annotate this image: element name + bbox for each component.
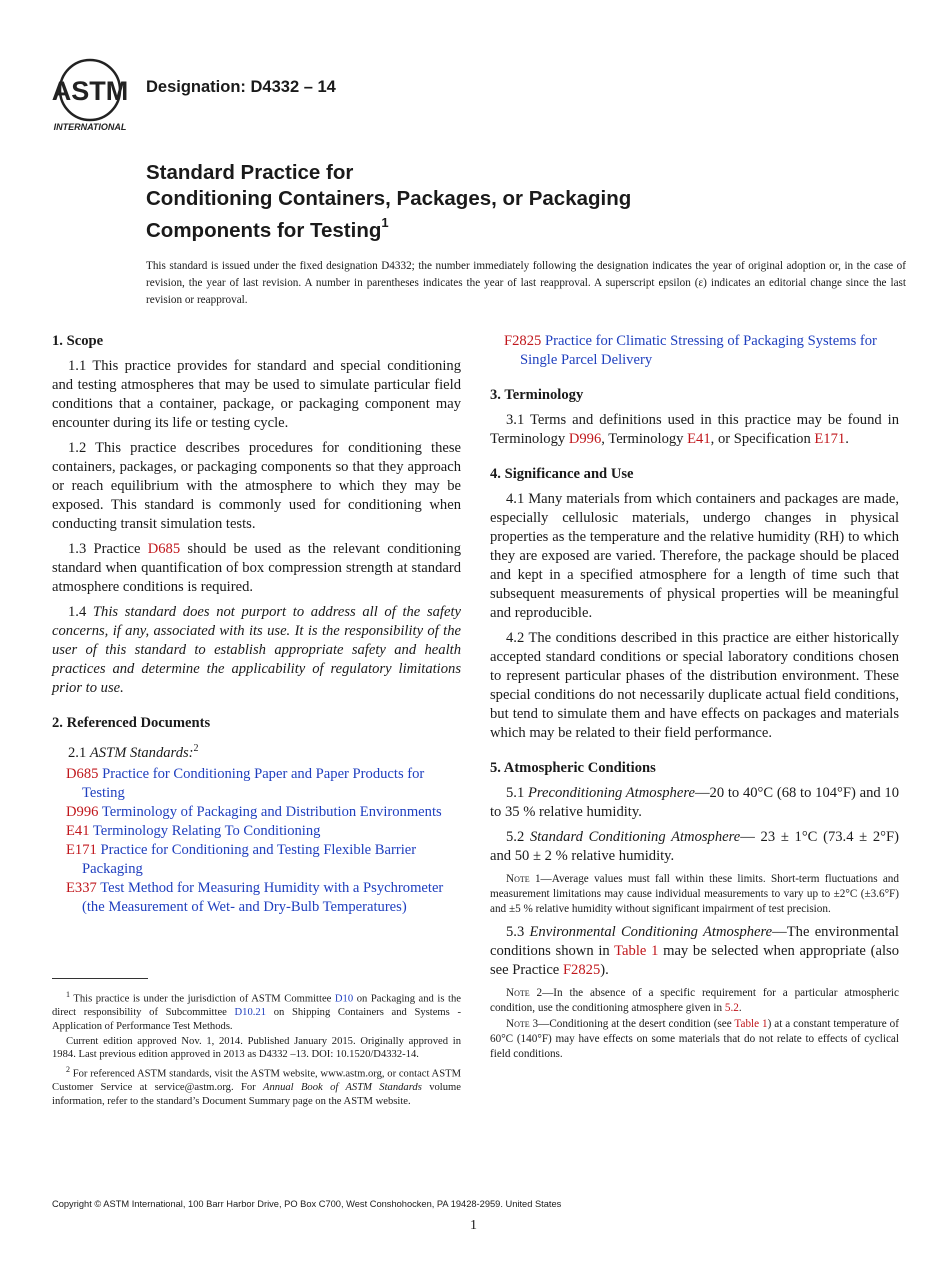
- para-5-1-num: 5.1: [506, 785, 528, 801]
- logo-subtext: INTERNATIONAL: [53, 122, 127, 132]
- ref-code-e337[interactable]: E337: [66, 879, 97, 896]
- para-3-1: [490, 411, 899, 449]
- para-5-2-text: — 23 ± 1°C (73.4 ± 2°F) and 50 ± 2 % relative humidity.: [490, 829, 899, 864]
- para-2-1-title: ASTM Standards:: [89, 744, 194, 761]
- ref-code-e171[interactable]: E171: [66, 841, 97, 858]
- astm-logo-graphic: [52, 56, 134, 132]
- title-footnote-mark: 1: [381, 215, 389, 230]
- ref-code-f2825[interactable]: F2825: [504, 333, 542, 349]
- note-1-label: Note: [506, 873, 530, 885]
- footnote-2-mark: 2: [66, 1065, 70, 1075]
- para-3-1-mid1: , Terminology: [601, 431, 688, 447]
- ref-item-e41: [52, 822, 461, 841]
- title-line-3-text: Components for Testing: [146, 218, 382, 242]
- note-2-text: 2—In the absence of a specific requirement for a particular atmospheric condition, use the conditioning atmosphere given in: [490, 987, 899, 1014]
- section-3-heading: 3. Terminology: [490, 387, 584, 403]
- para-2-1-num: 2.1: [68, 744, 90, 761]
- para-5-1-text: —20 to 40°C (68 to 104°F) and 10 to 35 % relative humidity.: [490, 785, 899, 820]
- astm-logo: [52, 56, 134, 132]
- note-3: [490, 1017, 899, 1062]
- section-4-heading: 4. Significance and Use: [490, 466, 634, 482]
- footnote-2-italic: Annual Book of ASTM Standards: [263, 1082, 422, 1094]
- note-1-text: 1—Average values must fall within these limits. Short-term fluctuations and measurement limitations may cause individual measurements to vary up to ±2°C (±3.6°F) and ±5 % relative humidity without significant impairment of test precision.: [490, 873, 899, 915]
- ref-title-d996[interactable]: Terminology of Packaging and Distribution Environments: [101, 803, 442, 820]
- ref-item-d685: [52, 765, 461, 803]
- ref-code-d685[interactable]: D685: [66, 765, 99, 782]
- ref-code-e41[interactable]: E41: [66, 822, 90, 839]
- ref-title-e171[interactable]: Practice for Conditioning and Testing Flexible Barrier Packaging: [82, 841, 417, 877]
- para-1-2: 1.2 This practice describes procedures for conditioning these containers, packages, or packaging components so that they approach or reach equilibrium with the atmosphere to which they may be exposed. This standard is commonly used for conditioning when conducting transit simulation tests.: [52, 440, 461, 532]
- para-2-1: [52, 739, 461, 763]
- para-2-1-sup: 2: [193, 743, 199, 754]
- para-5-3-text2: may be selected when appropriate (also see Practice: [490, 943, 899, 978]
- para-1-3: [52, 540, 461, 597]
- section-2-heading: 2. Referenced Documents: [52, 715, 211, 731]
- section-1-heading: 1. Scope: [52, 333, 104, 349]
- para-3-1-mid2: , or Specification: [710, 431, 815, 447]
- copyright: Copyright © ASTM International, 100 Barr Harbor Drive, PO Box C700, West Conshohocken, PA 19428-2959. United States: [52, 1199, 562, 1209]
- link-table-1[interactable]: Table 1: [614, 943, 659, 959]
- para-5-3: [490, 923, 899, 980]
- para-1-4: [52, 603, 461, 698]
- para-1-3-pre: 1.3 Practice: [68, 541, 148, 557]
- footnote-1-pre: This practice is under the jurisdiction of ASTM Committee: [70, 993, 335, 1005]
- para-1-4-text: This standard does not purport to address all of the safety concerns, if any, associated with its use. It is the responsibility of the user of this standard to establish appropriate safety and health practices and determine the applicability of regulatory limitations prior to use.: [52, 604, 461, 696]
- footnote-1-mark: 1: [66, 990, 70, 999]
- title-line-1: Standard Practice for: [146, 161, 354, 184]
- para-4-2: 4.2 The conditions described in this practice are either historically accepted standard conditions or special laboratory conditions chosen to represent particular phases of the distribution environment. These special conditions do not necessarily duplicate actual field conditions, but tend to simulate them and have effects on packages and materials which may be related to their field performance.: [490, 630, 899, 741]
- title-line-3: [146, 212, 846, 244]
- document-title: [146, 160, 846, 244]
- note-2: [490, 986, 899, 1016]
- title-line-2: Conditioning Containers, Packages, or Packaging: [146, 187, 632, 210]
- para-1-4-num: 1.4: [68, 604, 93, 620]
- para-3-1-pre: 3.1 Terms and definitions used in this practice may be found in Terminology: [490, 412, 899, 447]
- footnote-rule: [52, 978, 148, 979]
- para-1-1: 1.1 This practice provides for standard and special conditioning and testing atmospheres that may be used to simulate particular field conditions that a container, package, or packaging component may encounter during its life or testing cycle.: [52, 358, 461, 431]
- note-2-end: .: [738, 1002, 742, 1014]
- footnotes: [52, 988, 461, 1110]
- link-d10[interactable]: D10: [334, 993, 354, 1005]
- footnote-2-post: volume information, refer to the standard’s Document Summary page on the ASTM website.: [52, 1082, 461, 1107]
- link-d10-21[interactable]: D10.21: [234, 1007, 267, 1019]
- note-3-text1: 3—Conditioning at the desert condition (see: [529, 1018, 735, 1030]
- designation: Designation: D4332 – 14: [146, 78, 336, 96]
- footnote-1-edition: Current edition approved Nov. 1, 2014. Published January 2015. Originally approved in 1984. Last previous edition approved in 2013 as D4332 –13. DOI: 10.1520/D4332-14.: [52, 1035, 461, 1061]
- ref-title-d685[interactable]: Practice for Conditioning Paper and Paper Products for Testing: [82, 765, 425, 801]
- link-d685[interactable]: D685: [147, 541, 181, 557]
- para-4-1: 4.1 Many materials from which containers and packages are made, especially cellulosic materials, undergo changes in physical properties as the temperature and the relative humidity (RH) to which they are exposed are varied. Therefore, the package should be placed and kept in a specified atmosphere for a length of time such that subsequent measurements of physical properties will be meaningful and reproducible.: [490, 491, 899, 621]
- note-3-text2: ) at a constant temperature of 60°C (140°F) may have effects on some materials that do not relate to effects of cyclical field conditions.: [490, 1018, 899, 1060]
- link-5-2[interactable]: 5.2: [724, 1002, 739, 1014]
- logo-text: ASTM: [52, 76, 129, 106]
- note-1: [490, 872, 899, 917]
- ref-title-e337[interactable]: Test Method for Measuring Humidity with a Psychrometer (the Measurement of Wet- and Dry-Bulb Temperatures): [82, 879, 444, 915]
- ref-item-e337: [52, 879, 461, 917]
- para-3-1-end: .: [845, 431, 849, 447]
- para-5-2-num: 5.2: [506, 829, 530, 845]
- para-5-1: [490, 784, 899, 822]
- para-5-3-num: 5.3: [506, 924, 530, 940]
- intro-paragraph: This standard is issued under the fixed designation D4332; the number immediately following the designation indicates the year of original adoption or, in the case of revision, the year of last revision. A number in parentheses indicates the year of last reapproval. A superscript epsilon (ε) indicates an editorial change since the last revision or reapproval.: [146, 260, 906, 306]
- ref-item-d996: [52, 803, 461, 822]
- ref-code-d996[interactable]: D996: [66, 803, 99, 820]
- link-e171[interactable]: E171: [814, 431, 846, 447]
- left-column: [52, 332, 461, 917]
- ref-item-f2825: [490, 332, 899, 370]
- ref-title-f2825[interactable]: Practice for Climatic Stressing of Packaging Systems for Single Parcel Delivery: [520, 333, 877, 368]
- footnote-2: [52, 1063, 461, 1109]
- link-e41[interactable]: E41: [687, 431, 711, 447]
- page-number: 1: [470, 1218, 477, 1233]
- link-table-1-note[interactable]: Table 1: [734, 1018, 768, 1030]
- note-3-label: Note: [506, 1018, 530, 1030]
- note-2-label: Note: [506, 987, 530, 999]
- ref-title-e41[interactable]: Terminology Relating To Conditioning: [92, 822, 321, 839]
- para-5-1-term: Preconditioning Atmosphere: [527, 785, 695, 801]
- footnote-1-post: on Shipping Containers and Systems - Application of Performance Test Methods.: [52, 1007, 461, 1032]
- ref-item-e171: [52, 841, 461, 879]
- footnote-1-mid: on Packaging and is the direct responsibility of Subcommittee: [52, 993, 461, 1019]
- para-5-3-text1: —The environmental conditions shown in: [490, 924, 899, 959]
- para-5-2: [490, 828, 899, 866]
- footnote-2-pre: For referenced ASTM standards, visit the ASTM website, www.astm.org, or contact ASTM Customer Service at service@astm.org. For: [52, 1068, 461, 1094]
- section-5-heading: 5. Atmospheric Conditions: [490, 760, 656, 776]
- para-5-3-text3: ).: [600, 962, 609, 978]
- para-5-3-term: Environmental Conditioning Atmosphere: [529, 924, 773, 940]
- footnote-1: [52, 988, 461, 1034]
- link-f2825[interactable]: F2825: [562, 962, 601, 978]
- right-column: [490, 332, 899, 1068]
- para-1-3-post: should be used as the relevant conditioning standard when quantification of box compression strength at standard atmosphere conditions is required.: [52, 541, 461, 595]
- link-d996[interactable]: D996: [568, 431, 602, 447]
- para-5-2-term: Standard Conditioning Atmosphere: [529, 829, 741, 845]
